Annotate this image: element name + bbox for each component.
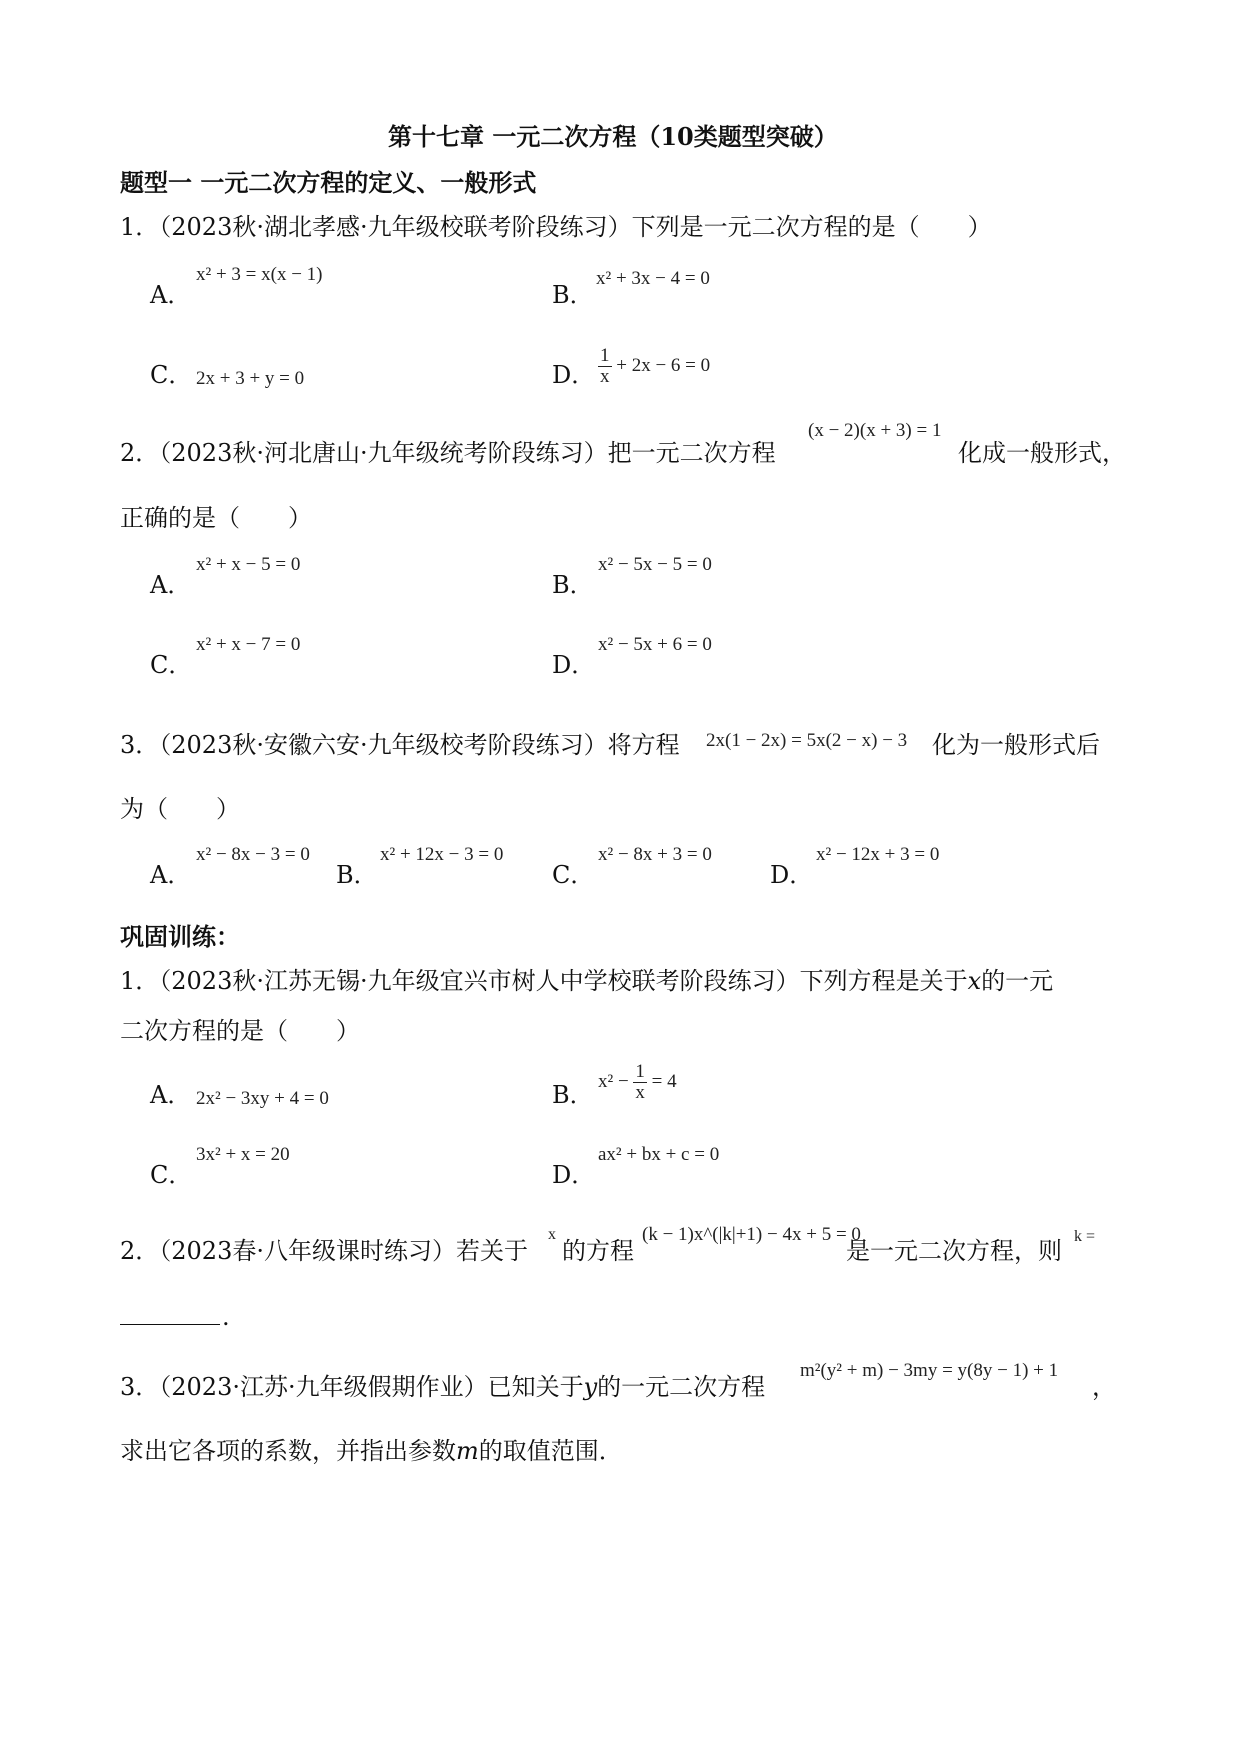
question-2-stem: 2．（2023秋·河北唐山·九年级统考阶段练习）把一元二次方程: [120, 439, 776, 467]
q1-option-b-label: B．: [552, 281, 594, 309]
q2-option-a-expr: x² + x − 5 = 0: [196, 554, 301, 575]
question-3-stem-line2: 为（ ）: [120, 795, 240, 823]
practice-q3-stem-b: 的一元二次方程: [597, 1373, 766, 1401]
question-2-stem-cont: 化成一般形式，: [958, 439, 1126, 467]
q1-option-c-expr: 2x + 3 + y = 0: [196, 368, 305, 389]
practice-q2-tail: k =: [1074, 1228, 1096, 1245]
practice-question-2-stem-c: 是一元二次方程，则: [846, 1237, 1062, 1265]
pq1-option-a-label: A．: [150, 1081, 192, 1109]
question-2-stem-line2: 正确的是（ ）: [120, 504, 312, 532]
q1-option-d-rest: + 2x − 6 = 0: [611, 354, 711, 376]
q2-option-c-expr: x² + x − 7 = 0: [196, 634, 301, 655]
q2-option-d-label: D．: [552, 651, 596, 679]
practice-question-2-stem-b: 的方程: [562, 1237, 634, 1265]
q3-option-d-expr: x² − 12x + 3 = 0: [816, 844, 940, 865]
pq1-option-b-label: B．: [552, 1081, 594, 1109]
practice-q3-stem-c: 求出它各项的系数，并指出参数: [120, 1437, 456, 1465]
practice-q2-var: x: [548, 1226, 556, 1243]
q1-option-d-expr: [598, 346, 710, 387]
practice-question-3-stem: [120, 1372, 765, 1402]
answer-blank-end: .: [222, 1303, 230, 1331]
fraction: [633, 1062, 647, 1103]
practice-q3-equation: m²(y² + m) − 3my = y(8y − 1) + 1: [800, 1360, 1059, 1381]
practice-question-2-stem: 2．（2023春·八年级课时练习）若关于: [120, 1237, 528, 1265]
fraction-numerator: 1: [600, 345, 610, 366]
q3-option-c-expr: x² − 8x + 3 = 0: [598, 844, 712, 865]
question-1-stem: 1．（2023秋·湖北孝感·九年级校联考阶段练习）下列是一元二次方程的是（ ）: [120, 213, 992, 241]
practice-q2-equation: (k − 1)x^(|k|+1) − 4x + 5 = 0: [642, 1224, 861, 1245]
practice-q3-param: m: [456, 1437, 479, 1465]
practice-q3-stem-a: 3．（2023·江苏·九年级假期作业）已知关于: [120, 1373, 584, 1401]
pq1-option-d-label: D．: [552, 1161, 596, 1189]
q1-option-d-label: D．: [552, 361, 596, 389]
q2-option-c-label: C．: [150, 651, 193, 679]
q2-option-d-expr: x² − 5x + 6 = 0: [598, 634, 712, 655]
q1-option-a-label: A．: [150, 281, 192, 309]
practice-q1-stem-b: 的一元: [981, 967, 1054, 995]
q3-option-b-expr: x² + 12x − 3 = 0: [380, 844, 504, 865]
fraction-numerator: 1: [635, 1061, 645, 1082]
fraction: [598, 346, 612, 387]
pq1-option-d-expr: ax² + bx + c = 0: [598, 1144, 720, 1165]
q1-option-b-expr: x² + 3x − 4 = 0: [596, 268, 710, 289]
fraction-denominator: x: [600, 366, 610, 387]
q3-option-a-expr: x² − 8x − 3 = 0: [196, 844, 310, 865]
page-title: 第十七章 一元二次方程（10类题型突破）: [388, 122, 838, 151]
q2-equation: (x − 2)(x + 3) = 1: [808, 420, 942, 441]
practice-q1-var: x: [967, 967, 982, 995]
practice-q3-comma: ，: [1092, 1373, 1116, 1401]
section-heading: 题型一 一元二次方程的定义、一般形式: [120, 168, 537, 197]
pq1-option-c-label: C．: [150, 1161, 193, 1189]
q1-option-c-label: C．: [150, 361, 193, 389]
q2-option-b-label: B．: [552, 571, 594, 599]
practice-question-1-stem-line2: 二次方程的是（ ）: [120, 1017, 360, 1045]
q3-option-d-label: D．: [770, 861, 814, 889]
q3-equation: 2x(1 − 2x) = 5x(2 − x) − 3: [706, 730, 908, 751]
fraction-denominator: x: [635, 1082, 645, 1103]
pq1-option-c-expr: 3x² + x = 20: [196, 1144, 290, 1165]
q3-option-c-label: C．: [552, 861, 595, 889]
question-3-stem-cont: 化为一般形式后: [932, 731, 1100, 759]
practice-heading: 巩固训练：: [120, 922, 240, 951]
pq1-option-b-expr: [598, 1062, 677, 1103]
practice-question-1-stem: [120, 966, 1053, 996]
practice-q3-var: y: [583, 1373, 598, 1401]
practice-question-3-stem-line2: [120, 1436, 623, 1466]
pq1-option-a-expr: 2x² − 3xy + 4 = 0: [196, 1088, 329, 1109]
q1-option-a-expr: x² + 3 = x(x − 1): [196, 264, 323, 285]
pq1-option-b-lead: x² −: [598, 1070, 634, 1092]
q2-option-a-label: A．: [150, 571, 192, 599]
q3-option-a-label: A．: [150, 861, 192, 889]
answer-blank[interactable]: [120, 1324, 220, 1325]
practice-q3-stem-d: 的取值范围．: [478, 1437, 623, 1465]
question-3-stem: 3．（2023秋·安徽六安·九年级校考阶段练习）将方程: [120, 731, 680, 759]
q3-option-b-label: B．: [336, 861, 378, 889]
practice-q1-stem-a: 1．（2023秋·江苏无锡·九年级宜兴市树人中学校联考阶段练习）下列方程是关于: [120, 967, 968, 995]
q2-option-b-expr: x² − 5x − 5 = 0: [598, 554, 712, 575]
pq1-option-b-rest: = 4: [646, 1070, 677, 1092]
